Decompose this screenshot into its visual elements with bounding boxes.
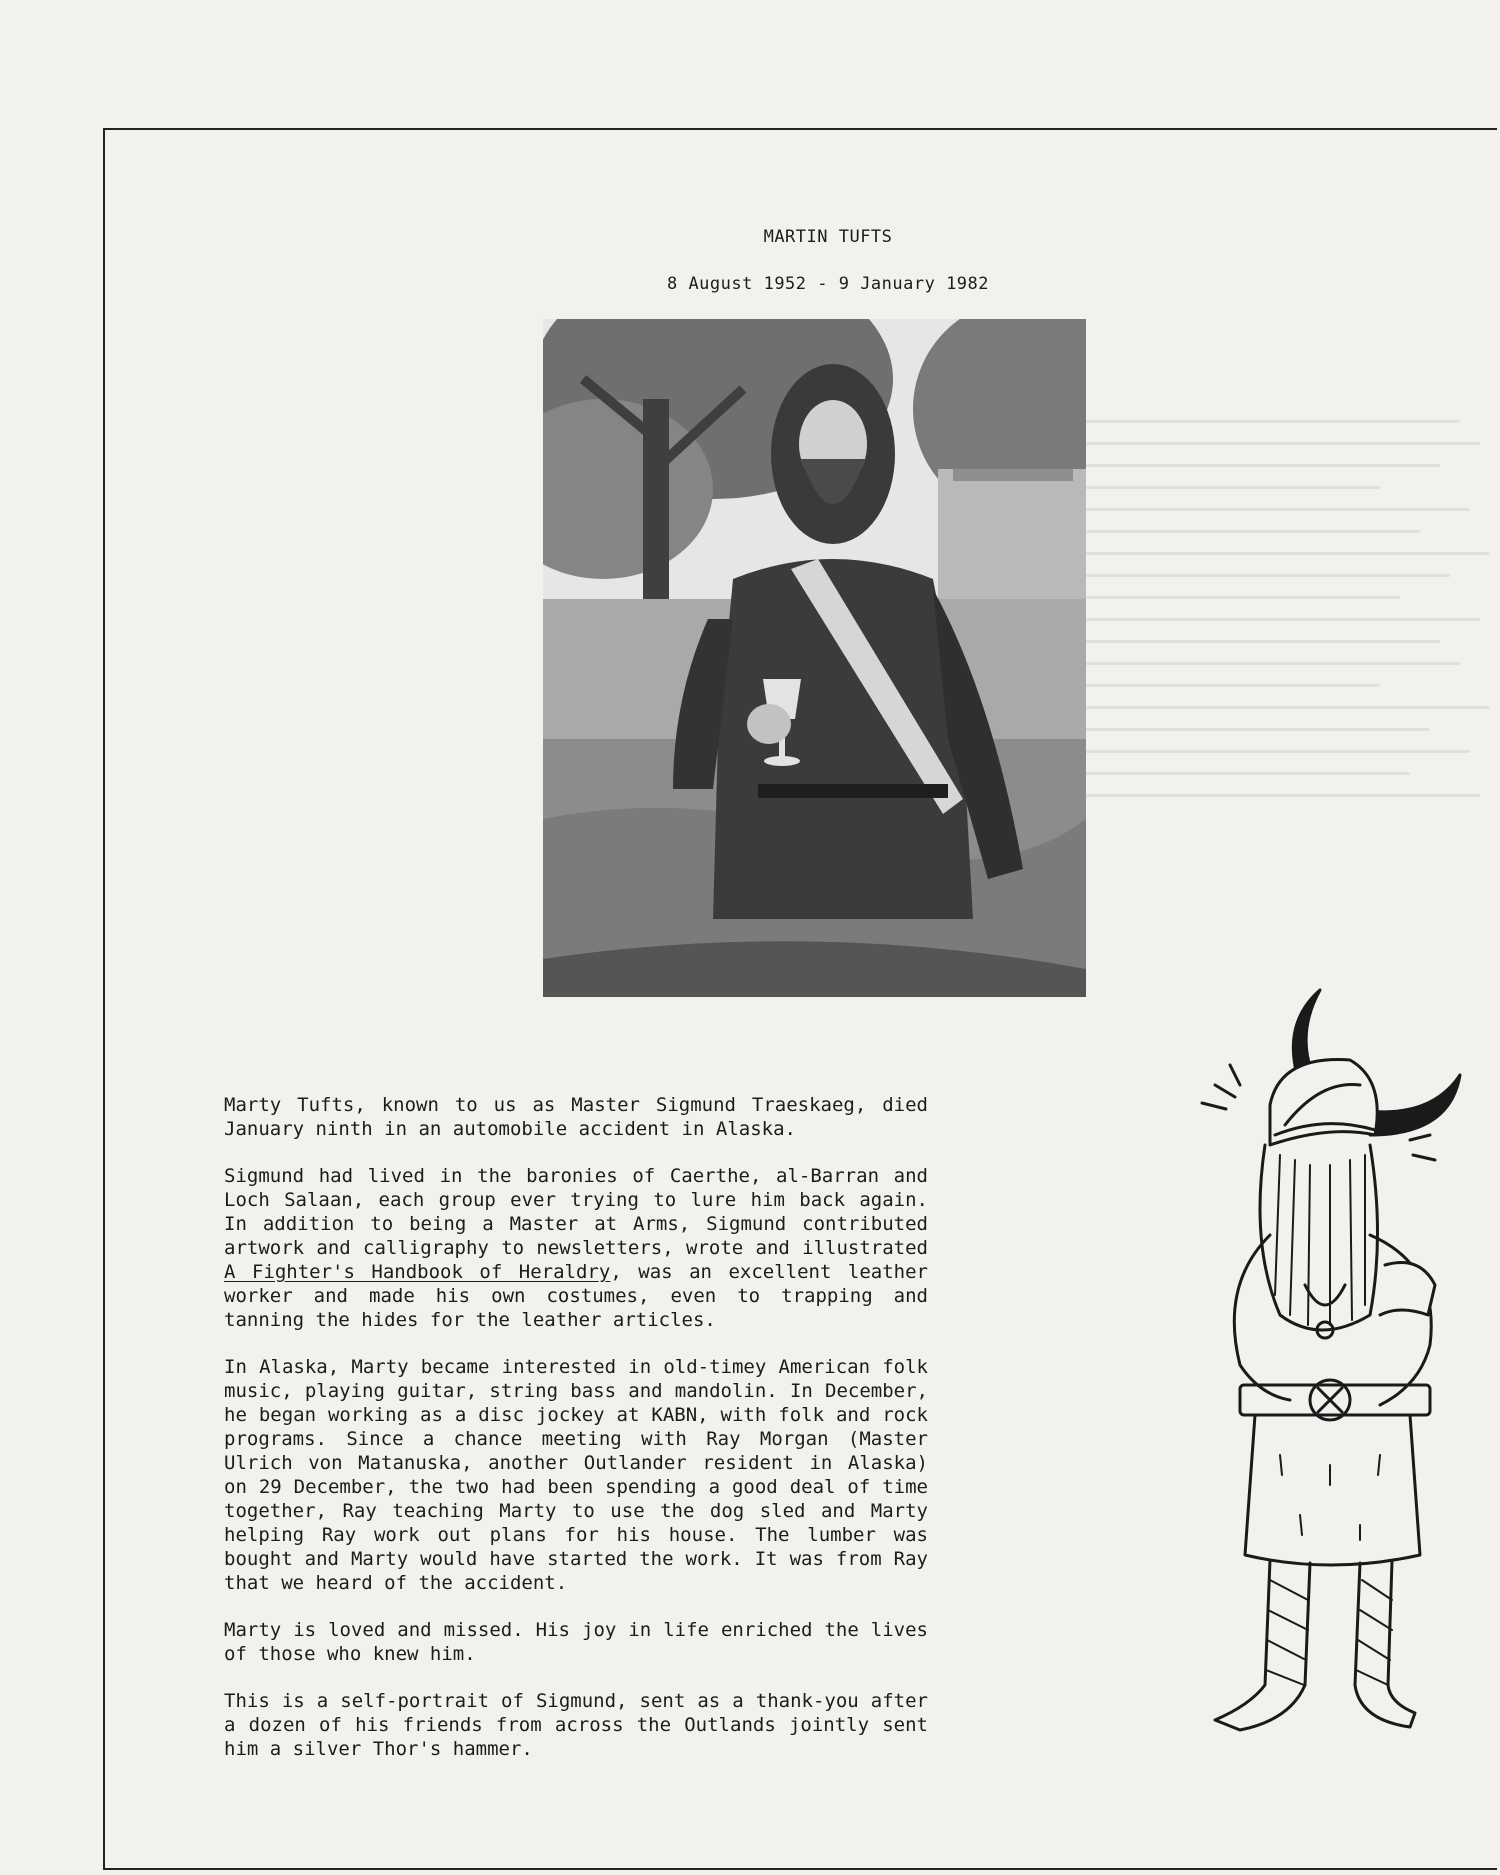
paragraph-alaska: In Alaska, Marty became interested in old-timey American folk music, playing guitar, string bass and mandolin. In December, he began working as a disc jockey at KABN, with folk and rock programs. Since a chance meeting with Ray Morgan (Master Ulrich von Matanuska, another Outlander resident in Alaska) on 29 December, the two had been spending a good deal of time together, Ray teaching Marty to use the dog sled and Marty helping Ray work out plans for his house. The lumber was bought and Marty would have started the work. It was from Ray that we heard of the accident. xyxy=(224,1356,928,1594)
paragraph-biography xyxy=(224,1164,928,1332)
paragraph-self-portrait: This is a self-portrait of Sigmund, sent as a thank-you after a dozen of his friends from across the Outlands jointly sent him a silver Thor's hammer. xyxy=(224,1690,928,1760)
article-body xyxy=(224,1093,928,1784)
memorial-name: MARTIN TUFTS xyxy=(763,227,893,247)
self-portrait-drawing xyxy=(1130,985,1480,1755)
book-title: A Fighter's Handbook of Heraldry xyxy=(224,1261,611,1283)
paragraph-death-notice: Marty Tufts, known to us as Master Sigmund Traeskaeg, died January ninth in an automobile accident in Alaska. xyxy=(224,1094,928,1140)
memorial-photo xyxy=(543,319,1086,997)
biography-text-end: , was an excellent leather worker and made his own costumes, even to trapping and tanning the hides for the leather articles. xyxy=(224,1261,928,1331)
memorial-dates: 8 August 1952 - 9 January 1982 xyxy=(666,274,990,294)
bleed-through-heading: ​ xyxy=(557,60,563,163)
paragraph-remembrance: Marty is loved and missed. His joy in life enriched the lives of those who knew him. xyxy=(224,1619,928,1665)
biography-text-start: Sigmund had lived in the baronies of Caerthe, al-Barran and Loch Salaan, each group ever trying to lure him back again. In addition to being a Master at Arms, Sigmund contributed artwork and calligraphy to newsletters, wrote and illustrated xyxy=(224,1165,928,1259)
